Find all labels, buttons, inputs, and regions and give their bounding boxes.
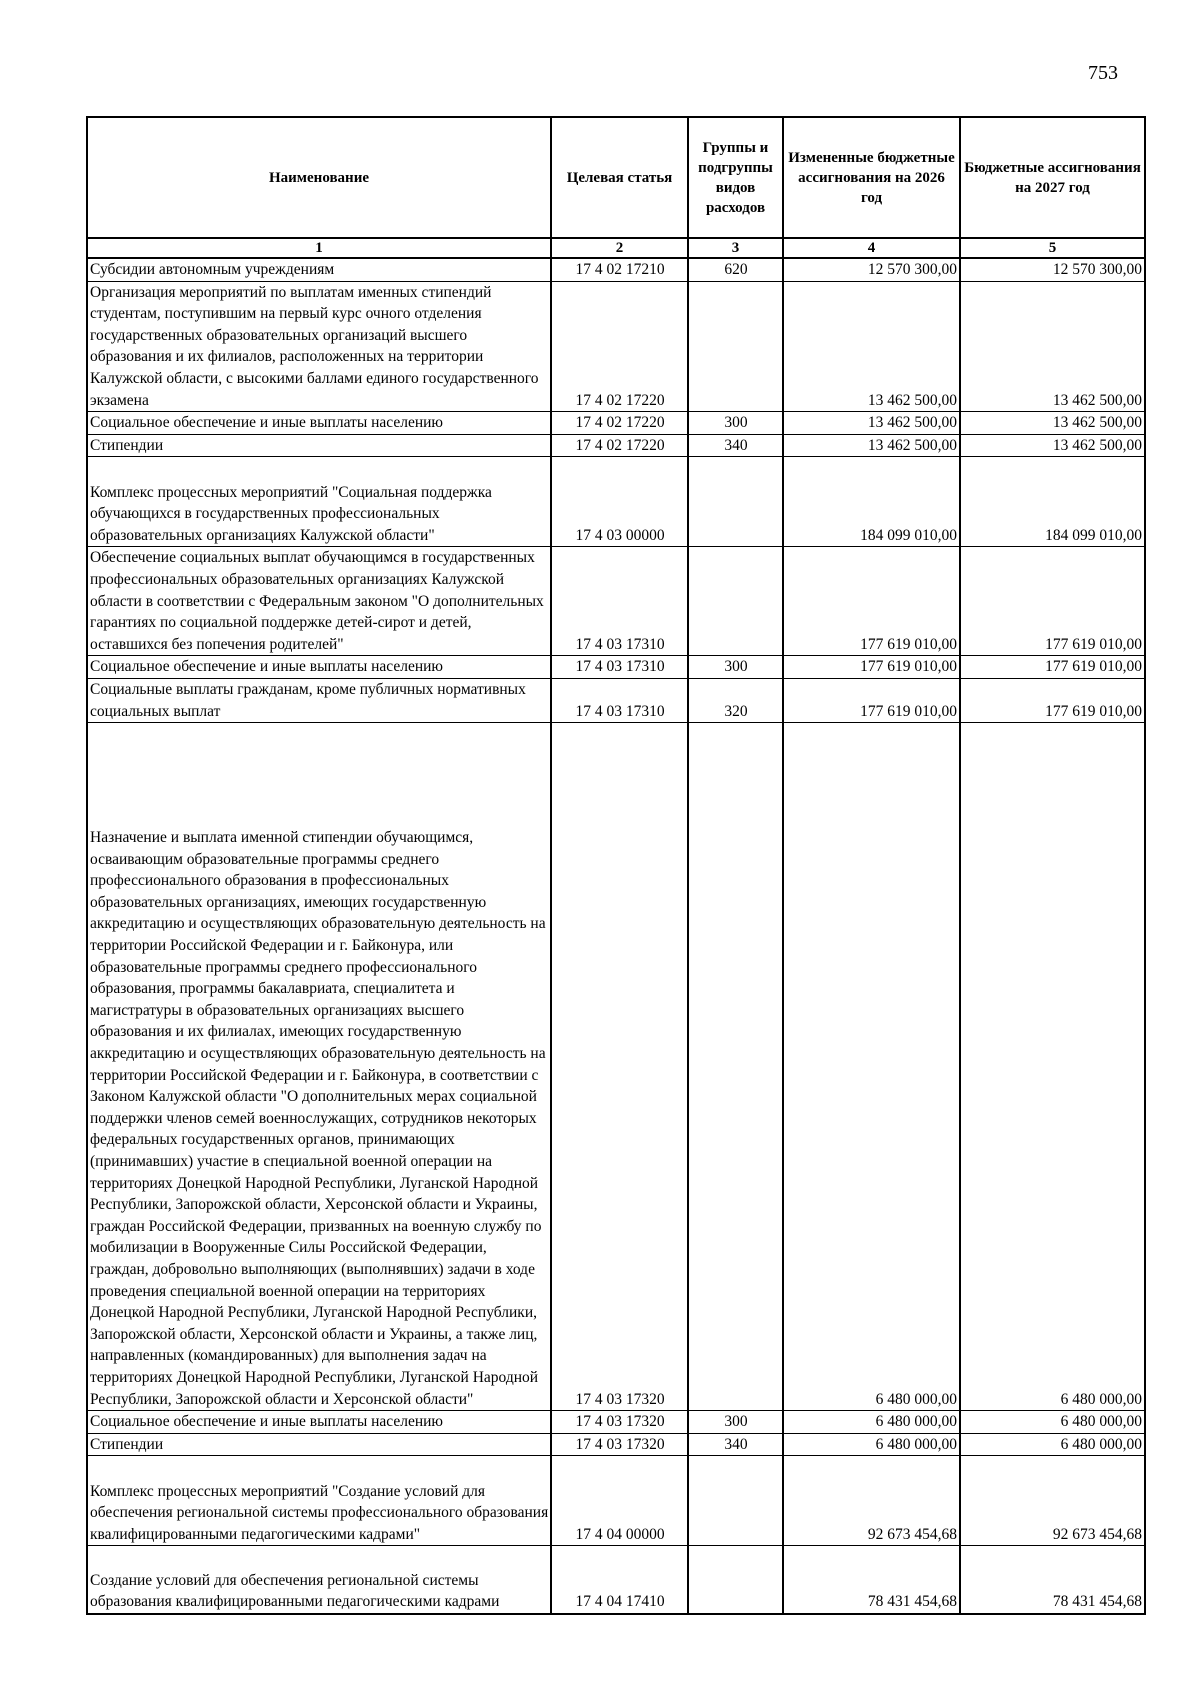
page-number: 753 [1088, 62, 1118, 84]
column-number-row [87, 238, 1145, 258]
row-amount-2026: 92 673 454,68 [783, 1456, 960, 1546]
row-amount-2026: 13 462 500,00 [783, 434, 960, 457]
column-number: 4 [783, 238, 960, 258]
table-row [87, 1456, 1145, 1546]
table-row [87, 434, 1145, 457]
row-target-article: 17 4 02 17220 [551, 281, 688, 412]
row-amount-2027: 6 480 000,00 [960, 1411, 1145, 1434]
row-name: Социальное обеспечение и иные выплаты населению [87, 412, 551, 435]
row-amount-2027: 78 431 454,68 [960, 1546, 1145, 1614]
row-amount-2026: 13 462 500,00 [783, 412, 960, 435]
header-name: Наименование [87, 117, 551, 238]
row-amount-2026: 6 480 000,00 [783, 1433, 960, 1456]
row-expense-group: 300 [688, 412, 783, 435]
row-amount-2027: 13 462 500,00 [960, 412, 1145, 435]
table-row [87, 678, 1145, 722]
row-name: Социальные выплаты гражданам, кроме публичных нормативных социальных выплат [87, 678, 551, 722]
row-amount-2026: 184 099 010,00 [783, 457, 960, 547]
row-target-article: 17 4 03 17310 [551, 656, 688, 679]
row-amount-2026: 13 462 500,00 [783, 281, 960, 412]
header-target-article: Целевая статья [551, 117, 688, 238]
table-row [87, 1546, 1145, 1614]
row-amount-2026: 6 480 000,00 [783, 723, 960, 1411]
row-target-article: 17 4 04 17410 [551, 1546, 688, 1614]
row-target-article: 17 4 03 17320 [551, 1433, 688, 1456]
row-name: Социальное обеспечение и иные выплаты населению [87, 1411, 551, 1434]
row-amount-2026: 177 619 010,00 [783, 547, 960, 656]
row-expense-group [688, 281, 783, 412]
column-number: 3 [688, 238, 783, 258]
table-row [87, 258, 1145, 281]
row-expense-group [688, 457, 783, 547]
table-row [87, 412, 1145, 435]
table-row [87, 547, 1145, 656]
row-name: Стипендии [87, 1433, 551, 1456]
table-header-row [87, 117, 1145, 238]
row-expense-group: 340 [688, 1433, 783, 1456]
row-expense-group: 300 [688, 656, 783, 679]
row-amount-2027: 177 619 010,00 [960, 547, 1145, 656]
column-number: 1 [87, 238, 551, 258]
row-target-article: 17 4 03 17310 [551, 678, 688, 722]
row-target-article: 17 4 03 17320 [551, 723, 688, 1411]
row-name: Стипендии [87, 434, 551, 457]
table-row [87, 281, 1145, 412]
row-name: Комплекс процессных мероприятий "Социальная поддержка обучающихся в государственных профессиональных образовательных организациях Калужской области" [87, 457, 551, 547]
column-number: 2 [551, 238, 688, 258]
row-name: Обеспечение социальных выплат обучающимся в государственных профессиональных образовательных организациях Калужской области в соответствии с Федеральным законом "О дополнительных гарантиях по социальной поддержке детей-сирот и детей, оставшихся без попечения родителей" [87, 547, 551, 656]
row-target-article: 17 4 02 17210 [551, 258, 688, 281]
row-amount-2026: 177 619 010,00 [783, 678, 960, 722]
row-target-article: 17 4 04 00000 [551, 1456, 688, 1546]
row-amount-2026: 78 431 454,68 [783, 1546, 960, 1614]
column-number: 5 [960, 238, 1145, 258]
row-expense-group [688, 723, 783, 1411]
row-name: Комплекс процессных мероприятий "Создание условий для обеспечения региональной системы профессионального образования квалифицированными педагогическими кадрами" [87, 1456, 551, 1546]
row-amount-2027: 13 462 500,00 [960, 434, 1145, 457]
budget-table [86, 116, 1146, 1615]
row-target-article: 17 4 03 17320 [551, 1411, 688, 1434]
row-amount-2026: 177 619 010,00 [783, 656, 960, 679]
row-amount-2027: 6 480 000,00 [960, 1433, 1145, 1456]
table-row [87, 457, 1145, 547]
row-amount-2027: 177 619 010,00 [960, 656, 1145, 679]
table-row [87, 723, 1145, 1411]
row-name: Субсидии автономным учреждениям [87, 258, 551, 281]
header-amount-2026: Измененные бюджетные ассигнования на 2026 год [783, 117, 960, 238]
row-target-article: 17 4 02 17220 [551, 412, 688, 435]
row-target-article: 17 4 02 17220 [551, 434, 688, 457]
row-amount-2027: 13 462 500,00 [960, 281, 1145, 412]
header-amount-2027: Бюджетные ассигнования на 2027 год [960, 117, 1145, 238]
row-expense-group: 340 [688, 434, 783, 457]
row-expense-group: 620 [688, 258, 783, 281]
row-amount-2027: 177 619 010,00 [960, 678, 1145, 722]
row-amount-2027: 6 480 000,00 [960, 723, 1145, 1411]
row-expense-group [688, 547, 783, 656]
row-expense-group: 320 [688, 678, 783, 722]
row-name: Назначение и выплата именной стипендии обучающимся, осваивающим образовательные программы среднего профессионального образования в профессиональных образовательных организациях, имеющих государственную аккредитацию и осуществляющих образовательную деятельность на территории Российской Федерации и г. Байконура, или образовательные программы среднего профессионального образования, программы бакалавриата, специалитета и магистратуры в образовательных организациях высшего образования и их филиалах, имеющих государственную аккредитацию и осуществляющих образовательную деятельность на территории Российской Федерации и г. Байконура, в соответствии с Законом Калужской области "О дополнительных мерах социальной поддержки членов семей военнослужащих, сотрудников некоторых федеральных государственных органов, принимающих (принимавших) участие в специальной военной операции на территориях Донецкой Народной Республики, Луганской Народной Республики, Запорожской области, Херсонской области и Украины, граждан Российской Федерации, призванных на военную службу по мобилизации в Вооруженные Силы Российской Федерации, граждан, добровольно выполняющих (выполнявших) задачи в ходе проведения специальной военной операции на территориях Донецкой Народной Республики, Луганской Народной Республики, Запорожской области, Херсонской области и Украины, а также лиц, направленных (командированных) для выполнения задач на территориях Донецкой Народной Республики, Луганской Народной Республики, Запорожской области и Херсонской области" [87, 723, 551, 1411]
row-name: Создание условий для обеспечения региональной системы образования квалифицированными педагогическими кадрами [87, 1546, 551, 1614]
row-expense-group [688, 1456, 783, 1546]
header-expense-groups: Группы и подгруппы видов расходов [688, 117, 783, 238]
row-target-article: 17 4 03 00000 [551, 457, 688, 547]
row-name: Организация мероприятий по выплатам именных стипендий студентам, поступившим на первый курс очного отделения государственных образовательных организаций высшего образования и их филиалов, расположенных на территории Калужской области, с высокими баллами единого государственного экзамена [87, 281, 551, 412]
row-amount-2027: 92 673 454,68 [960, 1456, 1145, 1546]
row-target-article: 17 4 03 17310 [551, 547, 688, 656]
row-amount-2027: 184 099 010,00 [960, 457, 1145, 547]
row-amount-2027: 12 570 300,00 [960, 258, 1145, 281]
row-expense-group [688, 1546, 783, 1614]
row-amount-2026: 12 570 300,00 [783, 258, 960, 281]
row-name: Социальное обеспечение и иные выплаты населению [87, 656, 551, 679]
table-row [87, 656, 1145, 679]
row-amount-2026: 6 480 000,00 [783, 1411, 960, 1434]
table-row [87, 1411, 1145, 1434]
table-row [87, 1433, 1145, 1456]
row-expense-group: 300 [688, 1411, 783, 1434]
